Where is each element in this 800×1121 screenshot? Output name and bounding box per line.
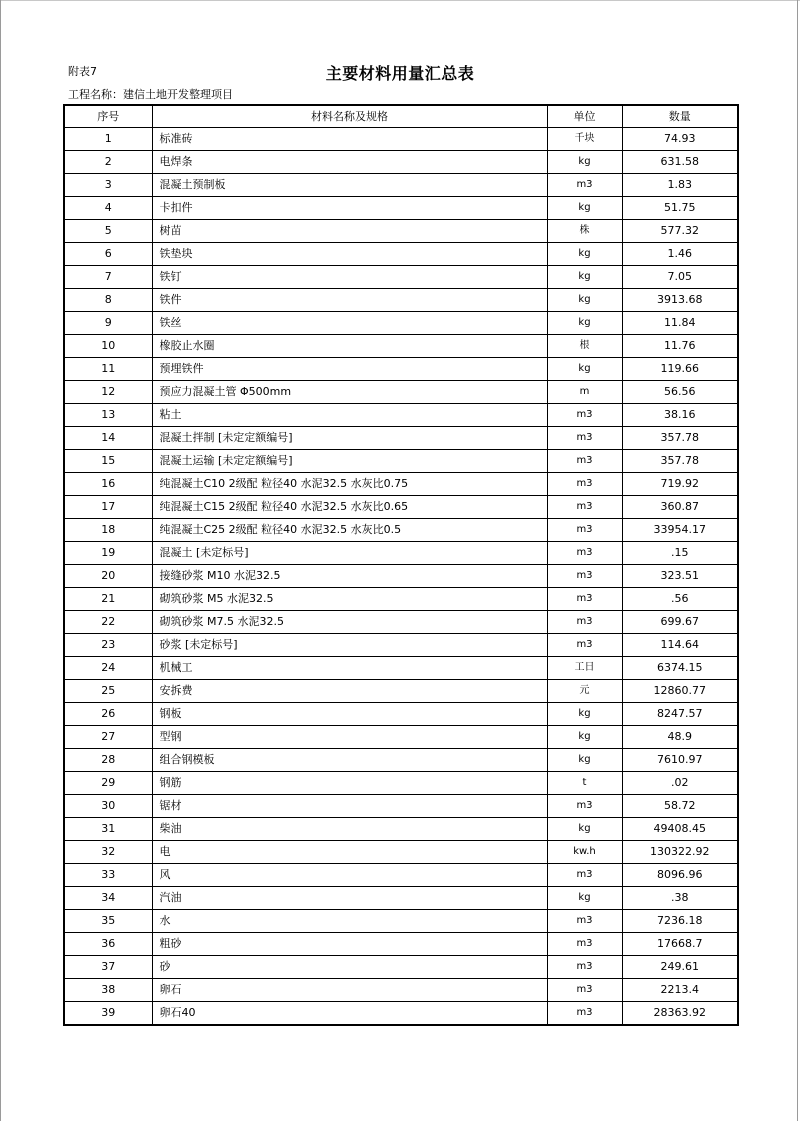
column-header-quantity: 数量 — [622, 105, 738, 128]
table-row — [64, 473, 738, 496]
cell-material: 水 — [152, 910, 547, 933]
cell-index: 36 — [64, 933, 152, 956]
cell-quantity: 38.16 — [622, 404, 738, 427]
table-row — [64, 772, 738, 795]
cell-index: 13 — [64, 404, 152, 427]
cell-unit: kg — [547, 289, 622, 312]
cell-quantity: 51.75 — [622, 197, 738, 220]
cell-index: 17 — [64, 496, 152, 519]
page-title: 主要材料用量汇总表 — [325, 64, 475, 83]
cell-material: 标准砖 — [152, 128, 547, 151]
cell-unit: m3 — [547, 565, 622, 588]
cell-unit: 千块 — [547, 128, 622, 151]
table-row — [64, 197, 738, 220]
cell-quantity: 699.67 — [622, 611, 738, 634]
cell-unit: m3 — [547, 588, 622, 611]
cell-unit: t — [547, 772, 622, 795]
cell-material: 混凝土拌制 [未定定额编号] — [152, 427, 547, 450]
cell-material: 柴油 — [152, 818, 547, 841]
table-row — [64, 910, 738, 933]
cell-material: 纯混凝土C10 2级配 粒径40 水泥32.5 水灰比0.75 — [152, 473, 547, 496]
cell-unit: m3 — [547, 404, 622, 427]
table-row — [64, 404, 738, 427]
cell-index: 30 — [64, 795, 152, 818]
table-row — [64, 841, 738, 864]
cell-quantity: 631.58 — [622, 151, 738, 174]
cell-material: 汽油 — [152, 887, 547, 910]
cell-index: 39 — [64, 1002, 152, 1026]
annex-label: 附表7 — [68, 65, 97, 78]
table-row — [64, 174, 738, 197]
cell-material: 组合钢模板 — [152, 749, 547, 772]
cell-index: 20 — [64, 565, 152, 588]
cell-unit: kw.h — [547, 841, 622, 864]
cell-quantity: 7.05 — [622, 266, 738, 289]
column-header-index: 序号 — [64, 105, 152, 128]
cell-index: 29 — [64, 772, 152, 795]
cell-index: 22 — [64, 611, 152, 634]
cell-material: 粗砂 — [152, 933, 547, 956]
cell-quantity: 17668.7 — [622, 933, 738, 956]
table-row — [64, 680, 738, 703]
cell-index: 12 — [64, 381, 152, 404]
cell-quantity: .15 — [622, 542, 738, 565]
cell-index: 5 — [64, 220, 152, 243]
cell-index: 2 — [64, 151, 152, 174]
table-row — [64, 887, 738, 910]
table-row — [64, 588, 738, 611]
table-row — [64, 220, 738, 243]
table-row — [64, 289, 738, 312]
table-row — [64, 933, 738, 956]
cell-unit: kg — [547, 197, 622, 220]
cell-unit: m3 — [547, 496, 622, 519]
table-row — [64, 128, 738, 151]
cell-material: 铁钉 — [152, 266, 547, 289]
cell-unit: kg — [547, 266, 622, 289]
cell-material: 粘土 — [152, 404, 547, 427]
cell-unit: 工日 — [547, 657, 622, 680]
table-row — [64, 358, 738, 381]
cell-index: 32 — [64, 841, 152, 864]
cell-quantity: 577.32 — [622, 220, 738, 243]
table-row — [64, 979, 738, 1002]
cell-material: 锯材 — [152, 795, 547, 818]
cell-unit: 根 — [547, 335, 622, 358]
cell-unit: kg — [547, 887, 622, 910]
cell-quantity: 12860.77 — [622, 680, 738, 703]
cell-quantity: 48.9 — [622, 726, 738, 749]
cell-material: 钢板 — [152, 703, 547, 726]
cell-material: 砌筑砂浆 M7.5 水泥32.5 — [152, 611, 547, 634]
cell-material: 卵石40 — [152, 1002, 547, 1026]
cell-material: 砂浆 [未定标号] — [152, 634, 547, 657]
cell-quantity: 49408.45 — [622, 818, 738, 841]
cell-quantity: 119.66 — [622, 358, 738, 381]
cell-unit: m3 — [547, 473, 622, 496]
cell-index: 26 — [64, 703, 152, 726]
cell-quantity: 7236.18 — [622, 910, 738, 933]
cell-quantity: 130322.92 — [622, 841, 738, 864]
table-row — [64, 496, 738, 519]
cell-unit: m3 — [547, 956, 622, 979]
cell-unit: kg — [547, 151, 622, 174]
cell-material: 纯混凝土C15 2级配 粒径40 水泥32.5 水灰比0.65 — [152, 496, 547, 519]
table-row — [64, 749, 738, 772]
cell-material: 卡扣件 — [152, 197, 547, 220]
cell-material: 铁件 — [152, 289, 547, 312]
cell-index: 34 — [64, 887, 152, 910]
cell-quantity: 6374.15 — [622, 657, 738, 680]
table-row — [64, 956, 738, 979]
cell-index: 1 — [64, 128, 152, 151]
cell-index: 19 — [64, 542, 152, 565]
table-row — [64, 634, 738, 657]
cell-material: 钢筋 — [152, 772, 547, 795]
cell-unit: kg — [547, 749, 622, 772]
cell-quantity: 7610.97 — [622, 749, 738, 772]
materials-table — [63, 104, 739, 1026]
table-row — [64, 542, 738, 565]
cell-unit: m3 — [547, 450, 622, 473]
cell-unit: m — [547, 381, 622, 404]
cell-index: 24 — [64, 657, 152, 680]
cell-index: 27 — [64, 726, 152, 749]
cell-material: 机械工 — [152, 657, 547, 680]
cell-material: 砌筑砂浆 M5 水泥32.5 — [152, 588, 547, 611]
cell-unit: m3 — [547, 542, 622, 565]
cell-quantity: 360.87 — [622, 496, 738, 519]
cell-quantity: 2213.4 — [622, 979, 738, 1002]
cell-quantity: 8096.96 — [622, 864, 738, 887]
cell-quantity: 323.51 — [622, 565, 738, 588]
table-row — [64, 864, 738, 887]
cell-index: 10 — [64, 335, 152, 358]
cell-unit: kg — [547, 818, 622, 841]
cell-quantity: .02 — [622, 772, 738, 795]
table-row — [64, 427, 738, 450]
cell-index: 3 — [64, 174, 152, 197]
cell-material: 型钢 — [152, 726, 547, 749]
cell-index: 6 — [64, 243, 152, 266]
cell-index: 38 — [64, 979, 152, 1002]
table-row — [64, 312, 738, 335]
cell-quantity: .56 — [622, 588, 738, 611]
cell-quantity: .38 — [622, 887, 738, 910]
cell-index: 31 — [64, 818, 152, 841]
cell-unit: m3 — [547, 174, 622, 197]
cell-material: 安拆费 — [152, 680, 547, 703]
cell-material: 混凝土预制板 — [152, 174, 547, 197]
table-row — [64, 657, 738, 680]
cell-unit: m3 — [547, 864, 622, 887]
table-row — [64, 818, 738, 841]
cell-index: 7 — [64, 266, 152, 289]
cell-quantity: 357.78 — [622, 450, 738, 473]
cell-material: 电焊条 — [152, 151, 547, 174]
table-row — [64, 703, 738, 726]
table-row — [64, 450, 738, 473]
cell-index: 4 — [64, 197, 152, 220]
cell-quantity: 56.56 — [622, 381, 738, 404]
cell-unit: m3 — [547, 979, 622, 1002]
column-header-material: 材料名称及规格 — [152, 105, 547, 128]
table-row — [64, 519, 738, 542]
cell-quantity: 3913.68 — [622, 289, 738, 312]
cell-quantity: 28363.92 — [622, 1002, 738, 1026]
cell-unit: m3 — [547, 611, 622, 634]
cell-material: 预应力混凝土管 Φ500mm — [152, 381, 547, 404]
cell-quantity: 719.92 — [622, 473, 738, 496]
cell-material: 预埋铁件 — [152, 358, 547, 381]
cell-unit: m3 — [547, 1002, 622, 1026]
page-border-left — [0, 0, 1, 1121]
cell-index: 18 — [64, 519, 152, 542]
cell-index: 23 — [64, 634, 152, 657]
cell-material: 混凝土运输 [未定定额编号] — [152, 450, 547, 473]
cell-quantity: 114.64 — [622, 634, 738, 657]
cell-unit: kg — [547, 703, 622, 726]
cell-index: 25 — [64, 680, 152, 703]
cell-unit: m3 — [547, 795, 622, 818]
cell-index: 16 — [64, 473, 152, 496]
cell-material: 接缝砂浆 M10 水泥32.5 — [152, 565, 547, 588]
table-row — [64, 1002, 738, 1026]
cell-unit: kg — [547, 358, 622, 381]
cell-material: 铁丝 — [152, 312, 547, 335]
cell-index: 35 — [64, 910, 152, 933]
column-header-unit: 单位 — [547, 105, 622, 128]
table-row — [64, 243, 738, 266]
table-row — [64, 611, 738, 634]
cell-material: 铁垫块 — [152, 243, 547, 266]
cell-index: 21 — [64, 588, 152, 611]
cell-quantity: 58.72 — [622, 795, 738, 818]
cell-index: 14 — [64, 427, 152, 450]
cell-unit: kg — [547, 312, 622, 335]
cell-material: 电 — [152, 841, 547, 864]
cell-quantity: 249.61 — [622, 956, 738, 979]
cell-quantity: 11.84 — [622, 312, 738, 335]
project-name: 工程名称：建信土地开发整理项目 — [68, 88, 233, 101]
table-row — [64, 795, 738, 818]
table-row — [64, 151, 738, 174]
table-row — [64, 381, 738, 404]
cell-material: 树苗 — [152, 220, 547, 243]
cell-unit: kg — [547, 243, 622, 266]
cell-unit: m3 — [547, 933, 622, 956]
cell-material: 混凝土 [未定标号] — [152, 542, 547, 565]
cell-unit: m3 — [547, 634, 622, 657]
table-row — [64, 266, 738, 289]
cell-quantity: 74.93 — [622, 128, 738, 151]
cell-quantity: 1.46 — [622, 243, 738, 266]
cell-unit: m3 — [547, 519, 622, 542]
cell-material: 砂 — [152, 956, 547, 979]
cell-quantity: 11.76 — [622, 335, 738, 358]
cell-unit: kg — [547, 726, 622, 749]
cell-unit: 元 — [547, 680, 622, 703]
cell-unit: 株 — [547, 220, 622, 243]
page-border-right — [797, 0, 798, 1121]
cell-index: 8 — [64, 289, 152, 312]
cell-quantity: 1.83 — [622, 174, 738, 197]
table-row — [64, 726, 738, 749]
table-row — [64, 335, 738, 358]
header-row — [64, 105, 738, 128]
cell-quantity: 33954.17 — [622, 519, 738, 542]
cell-material: 橡胶止水圈 — [152, 335, 547, 358]
table-row — [64, 565, 738, 588]
cell-material: 纯混凝土C25 2级配 粒径40 水泥32.5 水灰比0.5 — [152, 519, 547, 542]
cell-index: 37 — [64, 956, 152, 979]
cell-quantity: 357.78 — [622, 427, 738, 450]
table-header — [64, 105, 738, 128]
cell-unit: m3 — [547, 910, 622, 933]
cell-index: 15 — [64, 450, 152, 473]
page-border-top — [0, 0, 800, 1]
cell-index: 28 — [64, 749, 152, 772]
cell-material: 卵石 — [152, 979, 547, 1002]
cell-material: 风 — [152, 864, 547, 887]
cell-index: 33 — [64, 864, 152, 887]
cell-index: 11 — [64, 358, 152, 381]
cell-index: 9 — [64, 312, 152, 335]
table-body — [64, 128, 738, 1026]
cell-quantity: 8247.57 — [622, 703, 738, 726]
cell-unit: m3 — [547, 427, 622, 450]
